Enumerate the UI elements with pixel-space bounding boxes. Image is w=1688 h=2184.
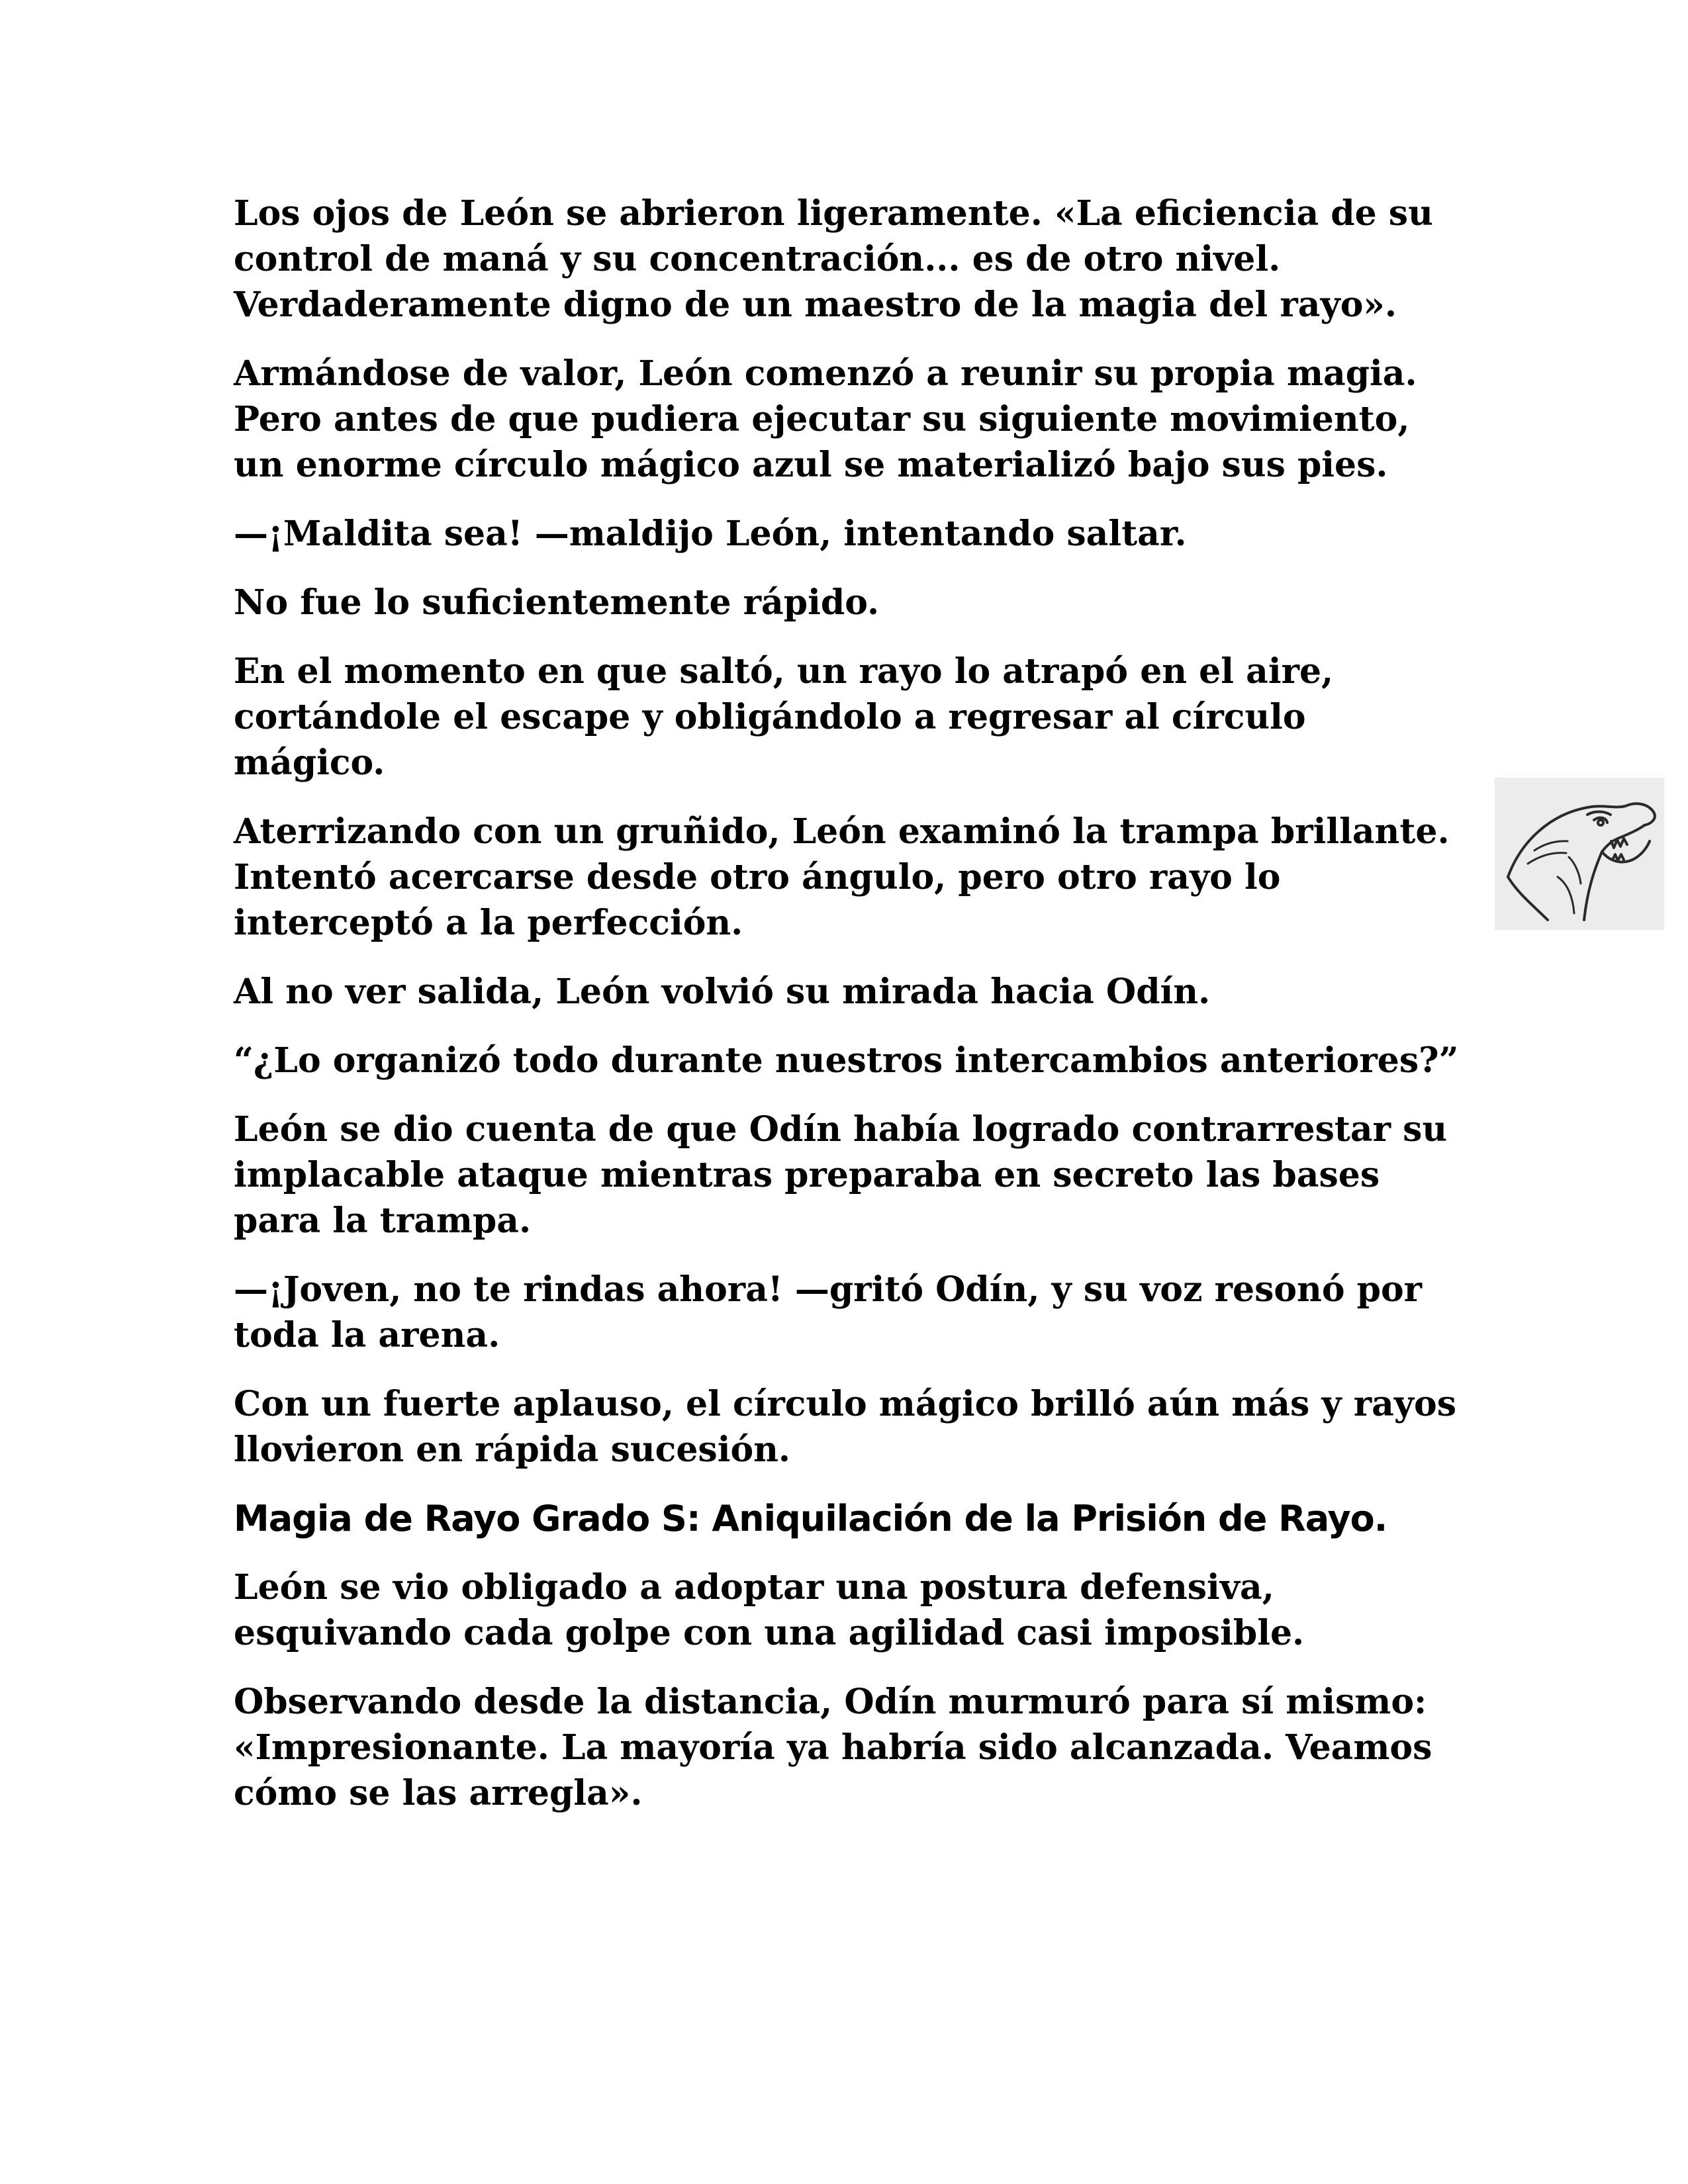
paragraph: Aterrizando con un gruñido, León examinó la trampa brillante. Intentó acercarse desde otro ángulo, pero otro rayo lo interceptó a la perfección. (234, 811, 1450, 943)
paragraph: Con un fuerte aplauso, el círculo mágico brilló aún más y rayos llovieron en rápida sucesión. (234, 1384, 1456, 1470)
body-text (234, 191, 1465, 1839)
paragraph: Observando desde la distancia, Odín murmuró para sí mismo: «Impresionante. La mayoría ya habría sido alcanzada. Veamos cómo se las arregla». (234, 1682, 1432, 1813)
paragraph: No fue lo suficientemente rápido. (234, 582, 880, 623)
dinosaur-sketch-icon (1495, 778, 1664, 930)
paragraph: Armándose de valor, León comenzó a reunir su propia magia. Pero antes de que pudiera ejecutar su siguiente movimiento, un enorme círculo mágico azul se materializó bajo sus pies. (234, 353, 1417, 485)
paragraph: En el momento en que saltó, un rayo lo atrapó en el aire, cortándole el escape y obligándolo a regresar al círculo mágico. (234, 651, 1334, 783)
paragraph: —¡Joven, no te rindas ahora! —gritó Odín, y su voz resonó por toda la arena. (234, 1269, 1423, 1355)
paragraph: Al no ver salida, León volvió su mirada hacia Odín. (234, 972, 1211, 1012)
paragraph: Los ojos de León se abrieron ligeramente. «La eficiencia de su control de maná y su concentración... es de otro nivel. Verdaderamente digno de un maestro de la magia del rayo». (234, 193, 1433, 325)
paragraph: León se dio cuenta de que Odín había logrado contrarrestar su implacable ataque mientras preparaba en secreto las bases para la trampa. (234, 1109, 1448, 1241)
paragraph: —¡Maldita sea! —maldijo León, intentando saltar. (234, 514, 1187, 554)
paragraph: León se vio obligado a adoptar una postura defensiva, esquivando cada golpe con una agilidad casi imposible. (234, 1567, 1305, 1653)
spell-name-heading: Magia de Rayo Grado S: Aniquilación de la Prisión de Rayo. (234, 1498, 1387, 1539)
paragraph: “¿Lo organizó todo durante nuestros intercambios anteriores?” (234, 1040, 1459, 1081)
